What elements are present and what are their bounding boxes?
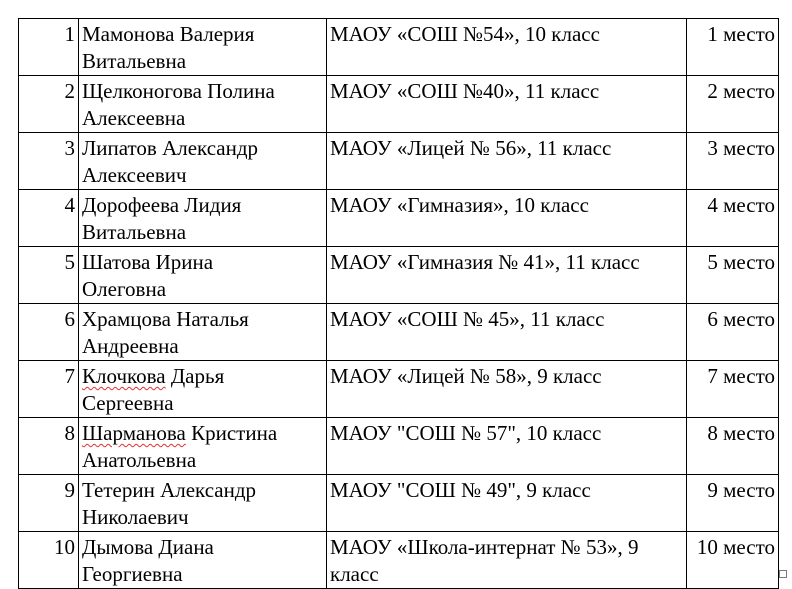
school-cell: МАОУ «Школа-интернат № 53», 9 класс (327, 532, 687, 589)
participant-name-first: Храмцова Наталья (82, 307, 249, 331)
row-number: 6 (19, 304, 79, 361)
table-row (19, 361, 779, 418)
place-cell: 9 место (687, 475, 779, 532)
school-cell: МАОУ "СОШ № 49", 9 класс (327, 475, 687, 532)
participant-patronymic: Алексеевна (82, 106, 186, 130)
place-cell: 8 место (687, 418, 779, 475)
table-row (19, 418, 779, 475)
row-number: 8 (19, 418, 79, 475)
school-cell: МАОУ «Гимназия», 10 класс (327, 190, 687, 247)
participant-patronymic: Анатольевна (82, 448, 197, 472)
table-row (19, 247, 779, 304)
table-row (19, 19, 779, 76)
row-number: 10 (19, 532, 79, 589)
place-cell: 2 место (687, 76, 779, 133)
participant-name-first: Шарманова Кристина (82, 421, 278, 445)
participant-name-cell (79, 475, 327, 532)
participant-name-first: Тетерин Александр (82, 478, 257, 502)
participant-name-first: Шатова Ирина (82, 250, 214, 274)
place-cell: 3 место (687, 133, 779, 190)
participant-name-cell (79, 190, 327, 247)
participant-patronymic: Георгиевна (82, 562, 183, 586)
results-table-body (19, 19, 779, 589)
participant-name-cell (79, 247, 327, 304)
row-number: 5 (19, 247, 79, 304)
participant-patronymic: Алексеевич (82, 163, 187, 187)
table-row (19, 304, 779, 361)
place-cell: 5 место (687, 247, 779, 304)
participant-patronymic: Андреевна (82, 334, 179, 358)
school-cell: МАОУ "СОШ № 57", 10 класс (327, 418, 687, 475)
row-number: 9 (19, 475, 79, 532)
table-row (19, 532, 779, 589)
participant-name-first: Мамонова Валерия (82, 22, 255, 46)
row-number: 1 (19, 19, 79, 76)
place-cell: 1 место (687, 19, 779, 76)
participant-patronymic: Витальевна (82, 49, 187, 73)
place-cell: 10 место (687, 532, 779, 589)
school-cell: МАОУ «СОШ №54», 10 класс (327, 19, 687, 76)
row-number: 4 (19, 190, 79, 247)
participant-name-first: Щелконогова Полина (82, 79, 275, 103)
participant-name-first: Дымова Диана (82, 535, 214, 559)
participant-patronymic: Витальевна (82, 220, 187, 244)
table-resize-handle[interactable] (779, 570, 787, 578)
participant-name-first: Липатов Александр (82, 136, 259, 160)
table-row (19, 76, 779, 133)
row-number: 3 (19, 133, 79, 190)
participant-name-cell (79, 133, 327, 190)
table-row (19, 475, 779, 532)
participant-patronymic: Николаевич (82, 505, 189, 529)
participant-name-cell (79, 76, 327, 133)
participant-patronymic: Сергеевна (82, 391, 174, 415)
participant-name-cell (79, 418, 327, 475)
results-table (18, 18, 779, 589)
spellcheck-flagged-word[interactable]: Клочкова (82, 364, 166, 388)
school-cell: МАОУ «СОШ № 45», 11 класс (327, 304, 687, 361)
school-cell: МАОУ «Лицей № 58», 9 класс (327, 361, 687, 418)
place-cell: 6 место (687, 304, 779, 361)
place-cell: 7 место (687, 361, 779, 418)
school-cell: МАОУ «Гимназия № 41», 11 класс (327, 247, 687, 304)
participant-name-cell (79, 361, 327, 418)
row-number: 7 (19, 361, 79, 418)
table-row (19, 190, 779, 247)
participant-name-first: Клочкова Дарья (82, 364, 225, 388)
participant-name-first: Дорофеева Лидия (82, 193, 242, 217)
participant-patronymic: Олеговна (82, 277, 167, 301)
place-cell: 4 место (687, 190, 779, 247)
school-cell: МАОУ «Лицей № 56», 11 класс (327, 133, 687, 190)
school-cell: МАОУ «СОШ №40», 11 класс (327, 76, 687, 133)
participant-name-cell (79, 19, 327, 76)
participant-name-cell (79, 532, 327, 589)
spellcheck-flagged-word[interactable]: Шарманова (82, 421, 186, 445)
participant-name-cell (79, 304, 327, 361)
row-number: 2 (19, 76, 79, 133)
table-row (19, 133, 779, 190)
